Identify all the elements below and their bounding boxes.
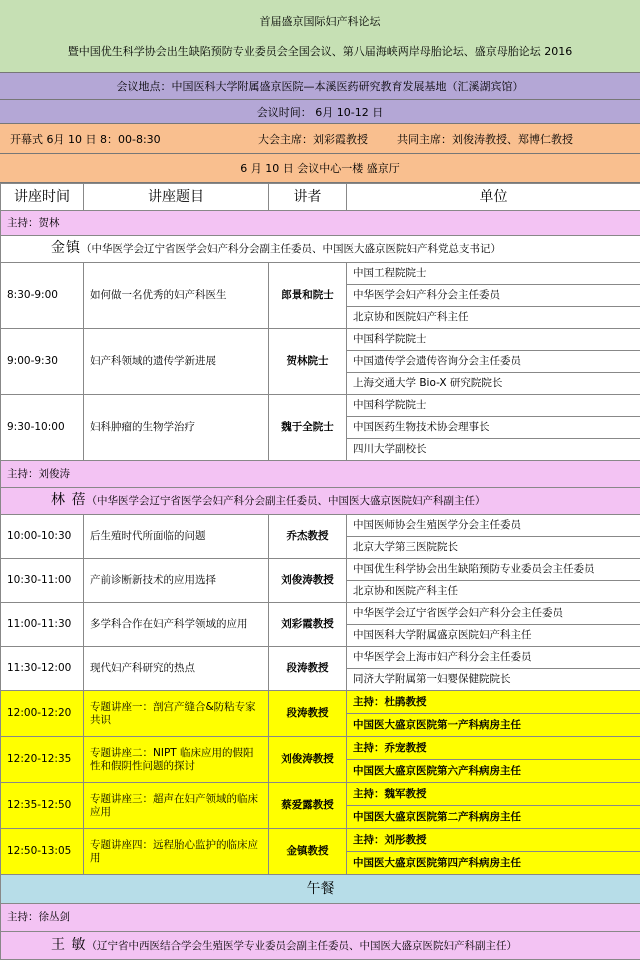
table-row	[1, 603, 640, 625]
talk-title: 如何做一名优秀的妇产科医生	[84, 263, 269, 329]
talk-time: 11:00-11:30	[1, 603, 84, 647]
schedule-table	[0, 183, 640, 960]
host-desc: （中华医学会辽宁省医学会妇产科分会副主任委员、中国医大盛京医院妇产科副主任）	[86, 495, 486, 507]
talk-time: 11:30-12:00	[1, 647, 84, 691]
title-line1: 首届盛京国际妇产科论坛	[259, 15, 381, 29]
host-cell	[1, 932, 640, 960]
talk-unit: 中国医师协会生殖医学分会主任委员	[347, 515, 640, 537]
moderator-label: 主持：刘俊涛	[1, 461, 640, 488]
talk-time: 12:35-12:50	[1, 783, 84, 829]
lunch-row	[1, 875, 640, 904]
talk-speaker: 魏于全院士	[269, 395, 347, 461]
talk-speaker: 贺林院士	[269, 329, 347, 395]
moderator-row	[1, 211, 640, 236]
talk-speaker: 段涛教授	[269, 691, 347, 737]
host-row	[1, 236, 640, 263]
moderator-row	[1, 904, 640, 932]
talk-title: 现代妇产科研究的热点	[84, 647, 269, 691]
table-row	[1, 783, 640, 806]
special-chair: 主持：刘彤教授	[347, 829, 640, 852]
talk-time: 9:00-9:30	[1, 329, 84, 395]
talk-speaker: 刘俊涛教授	[269, 737, 347, 783]
talk-unit: 中国工程院院士	[347, 263, 640, 285]
table-row	[1, 737, 640, 760]
header-title: 讲座题目	[84, 184, 269, 211]
talk-title: 专题讲座四：远程胎心监护的临床应用	[84, 829, 269, 875]
special-unit: 中国医大盛京医院第二产科病房主任	[347, 806, 640, 829]
talk-unit: 北京协和医院产科主任	[347, 581, 640, 603]
talk-unit: 中华医学会上海市妇产科分会主任委员	[347, 647, 640, 669]
talk-speaker: 蔡爱露教授	[269, 783, 347, 829]
talk-time: 12:00-12:20	[1, 691, 84, 737]
header-time: 讲座时间	[1, 184, 84, 211]
talk-time: 8:30-9:00	[1, 263, 84, 329]
header-speaker: 讲者	[269, 184, 347, 211]
meeting-time-band	[0, 100, 640, 124]
talk-time: 10:00-10:30	[1, 515, 84, 559]
table-row	[1, 263, 640, 285]
venue-band	[0, 73, 640, 100]
special-unit: 中国医大盛京医院第四产科病房主任	[347, 852, 640, 875]
table-row	[1, 691, 640, 714]
moderator-label: 主持：贺林	[1, 211, 640, 236]
lunch-label: 午餐	[1, 875, 640, 904]
special-chair: 主持：乔宠教授	[347, 737, 640, 760]
special-chair: 主持：魏军教授	[347, 783, 640, 806]
host-name: 林 蓓	[51, 492, 87, 508]
talk-unit: 中华医学会辽宁省医学会妇产科分会主任委员	[347, 603, 640, 625]
host-desc: （辽宁省中西医结合学会生殖医学专业委员会副主任委员、中国医大盛京医院妇产科副主任）	[86, 939, 517, 952]
talk-title: 妇产科领域的遗传学新进展	[84, 329, 269, 395]
talk-unit: 中国遗传学会遗传咨询分会主任委员	[347, 351, 640, 373]
moderator-label: 主持：徐丛剑	[1, 904, 640, 932]
header-unit: 单位	[347, 184, 640, 211]
table-row	[1, 395, 640, 417]
title-band	[0, 0, 640, 73]
talk-unit: 中国医药生物技术协会理事长	[347, 417, 640, 439]
talk-unit: 中国科学院院士	[347, 329, 640, 351]
talk-title: 专题讲座一：剖宫产缝合&防粘专家共识	[84, 691, 269, 737]
table-row	[1, 647, 640, 669]
title-line2: 暨中国优生科学协会出生缺陷预防专业委员会全国会议、第八届海峡两岸母胎论坛、盛京母胎论坛 2016	[67, 44, 573, 58]
table-row	[1, 329, 640, 351]
venue-text: 会议地点：中国医科大学附属盛京医院—本溪医药研究教育发展基地（汇溪湖宾馆）	[116, 80, 524, 93]
opening-label: 开幕式 6月 10 日 8：00-8:30	[10, 132, 161, 146]
talk-speaker: 刘彩霞教授	[269, 603, 347, 647]
host-desc: （中华医学会辽宁省医学会妇产科分会副主任委员、中国医大盛京医院妇产科党总支书记）	[81, 243, 501, 255]
table-header-row	[1, 184, 640, 211]
talk-speaker: 郎景和院士	[269, 263, 347, 329]
talk-unit: 北京大学第三医院院长	[347, 537, 640, 559]
opening-band	[0, 124, 640, 154]
talk-title: 后生殖时代所面临的问题	[84, 515, 269, 559]
talk-speaker: 乔杰教授	[269, 515, 347, 559]
host-cell	[1, 236, 640, 263]
table-row	[1, 829, 640, 852]
talk-unit: 中华医学会妇产科分会主任委员	[347, 285, 640, 307]
talk-speaker: 段涛教授	[269, 647, 347, 691]
host-name: 王 敏	[51, 936, 87, 953]
host-name: 金镇	[51, 240, 81, 256]
talk-title: 专题讲座三：超声在妇产领域的临床应用	[84, 783, 269, 829]
meeting-time-text: 会议时间： 6月 10-12 日	[256, 105, 384, 119]
special-unit: 中国医大盛京医院第一产科病房主任	[347, 714, 640, 737]
talk-title: 妇科肿瘤的生物学治疗	[84, 395, 269, 461]
moderator-row	[1, 461, 640, 488]
talk-speaker: 金镇教授	[269, 829, 347, 875]
talk-unit: 中国优生科学协会出生缺陷预防专业委员会主任委员	[347, 559, 640, 581]
host-row	[1, 488, 640, 515]
talk-title: 专题讲座二：NIPT 临床应用的假阳性和假阴性问题的探讨	[84, 737, 269, 783]
talk-title: 多学科合作在妇产科学领域的应用	[84, 603, 269, 647]
host-cell	[1, 488, 640, 515]
special-chair: 主持：杜鹃教授	[347, 691, 640, 714]
talk-time: 12:20-12:35	[1, 737, 84, 783]
talk-unit: 上海交通大学 Bio-X 研究院院长	[347, 373, 640, 395]
table-row	[1, 559, 640, 581]
opening-chair: 大会主席：刘彩霞教授	[258, 132, 368, 146]
special-unit: 中国医大盛京医院第六产科病房主任	[347, 760, 640, 783]
table-row	[1, 515, 640, 537]
day-line: 6 月 10 日 会议中心一楼 盛京厅	[240, 162, 400, 175]
talk-speaker: 刘俊涛教授	[269, 559, 347, 603]
talk-unit: 中国医科大学附属盛京医院妇产科主任	[347, 625, 640, 647]
host-row	[1, 932, 640, 960]
talk-time: 12:50-13:05	[1, 829, 84, 875]
talk-unit: 四川大学副校长	[347, 439, 640, 461]
talk-title: 产前诊断新技术的应用选择	[84, 559, 269, 603]
talk-unit: 同济大学附属第一妇婴保健院院长	[347, 669, 640, 691]
talk-unit: 中国科学院院士	[347, 395, 640, 417]
day-band	[0, 154, 640, 183]
talk-time: 9:30-10:00	[1, 395, 84, 461]
opening-cochair: 共同主席：刘俊涛教授、郑博仁教授	[397, 132, 573, 146]
talk-time: 10:30-11:00	[1, 559, 84, 603]
talk-unit: 北京协和医院妇产科主任	[347, 307, 640, 329]
